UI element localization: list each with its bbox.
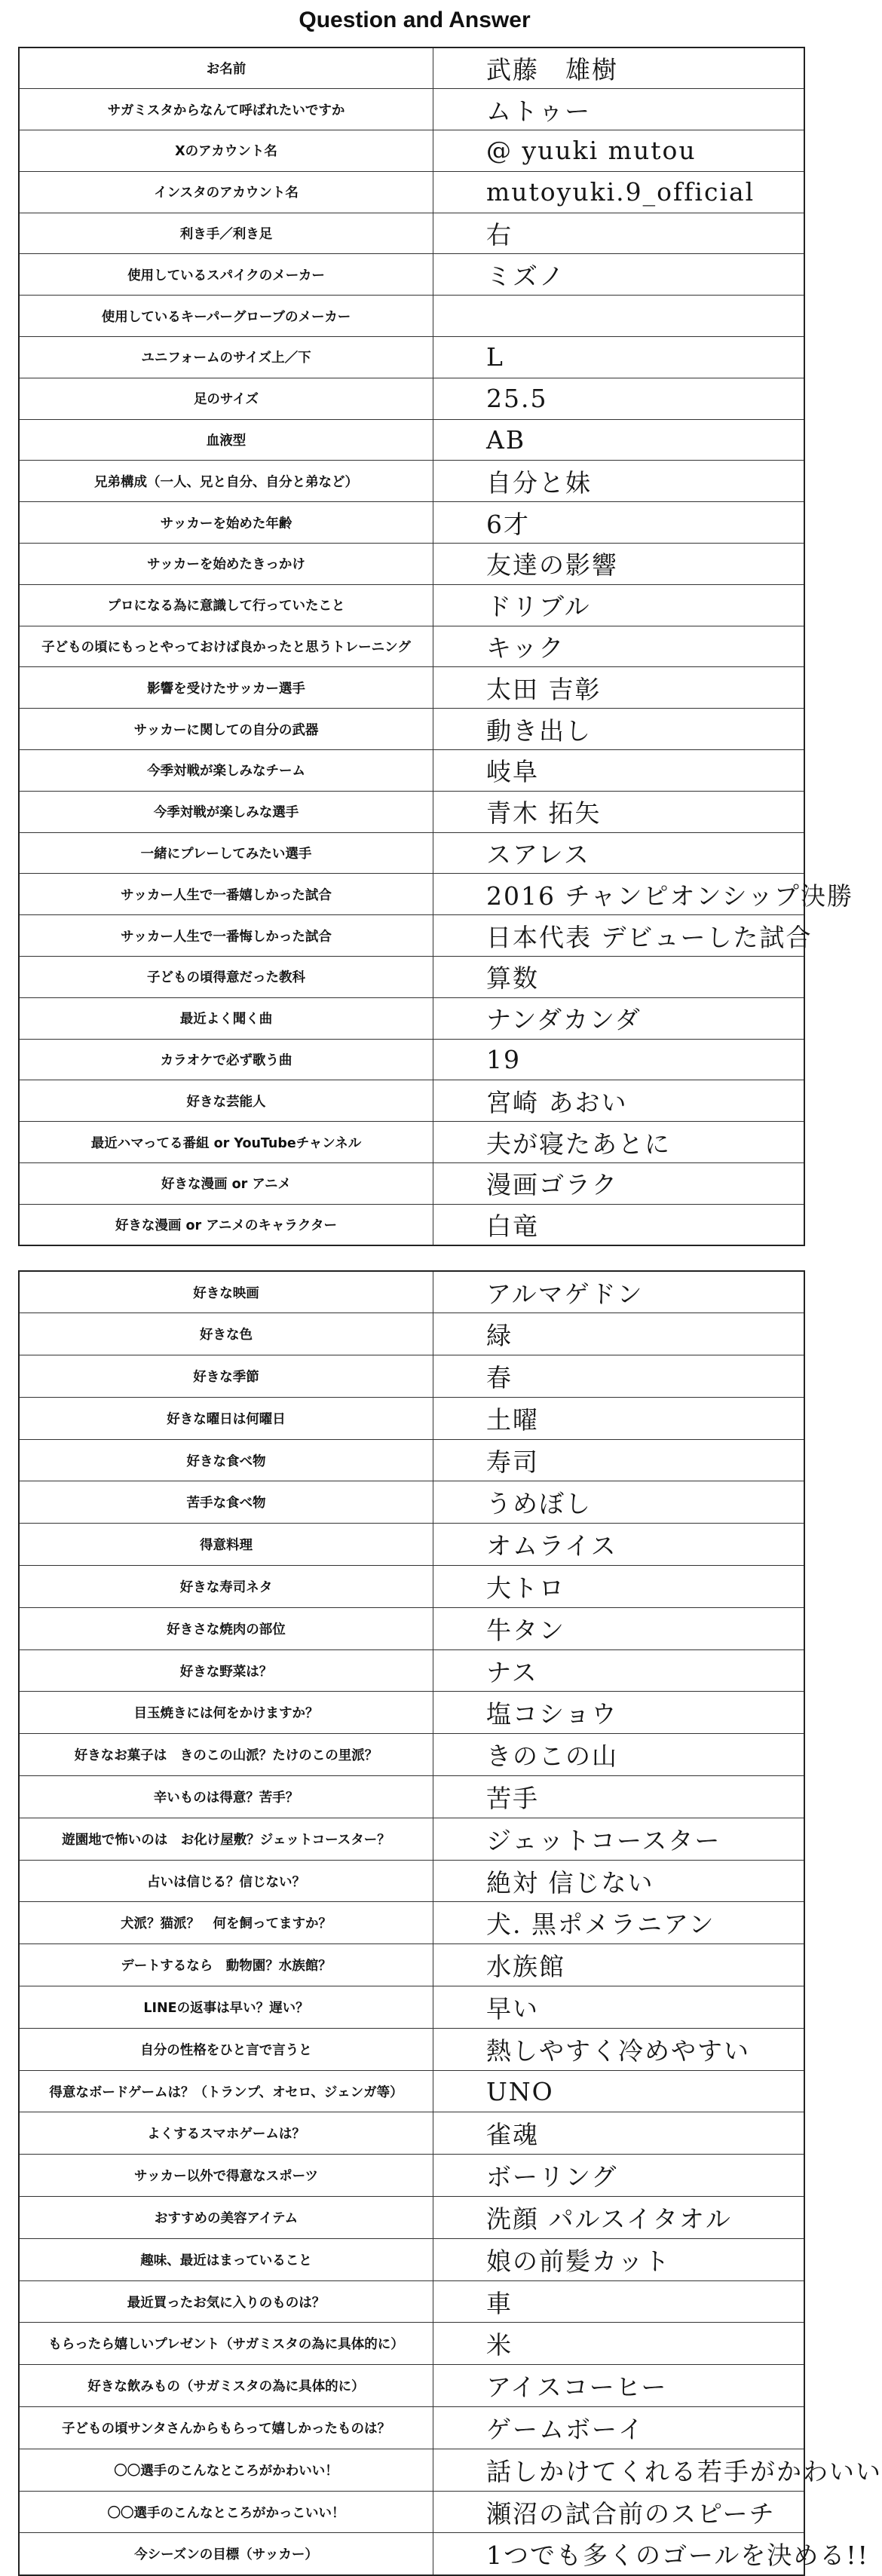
qa-row — [19, 874, 804, 915]
qa-row — [19, 1944, 804, 1986]
qa-row — [19, 2238, 804, 2280]
question-cell: 好きな寿司ネタ — [19, 1566, 433, 1608]
answer-cell: キック — [433, 626, 805, 667]
answer-cell: 自分と妹 — [433, 461, 805, 502]
qa-row — [19, 2155, 804, 2197]
answer-cell: 2016 チャンピオンシップ決勝 — [433, 874, 805, 915]
qa-row — [19, 1481, 804, 1524]
question-cell: おすすめの美容アイテム — [19, 2197, 433, 2239]
question-cell: 好きさな焼肉の部位 — [19, 1607, 433, 1649]
qa-row — [19, 1986, 804, 2029]
question-cell: 好きな映画 — [19, 1271, 433, 1313]
answer-cell: 瀬沼の試合前のスピーチ — [433, 2491, 805, 2533]
qa-row — [19, 461, 804, 502]
qa-row — [19, 1902, 804, 1944]
question-cell: 子どもの頃サンタさんからもらって嬉しかったものは？ — [19, 2407, 433, 2449]
qa-row — [19, 832, 804, 874]
question-cell: サガミスタからなんて呼ばれたいですか — [19, 89, 433, 130]
answer-cell: 6才 — [433, 502, 805, 544]
answer-cell: 漫画ゴラク — [433, 1163, 805, 1205]
qa-row — [19, 254, 804, 296]
answer-cell: 春 — [433, 1355, 805, 1398]
answer-cell: 動き出し — [433, 709, 805, 750]
qa-row — [19, 2112, 804, 2155]
qa-row — [19, 130, 804, 172]
qa-row — [19, 1163, 804, 1205]
question-cell: 得意なボードゲームは？（トランプ、オセロ、ジェンガ等） — [19, 2070, 433, 2112]
answer-cell: 1つでも多くのゴールを決める!! — [433, 2533, 805, 2575]
question-cell: 血液型 — [19, 419, 433, 461]
qa-row — [19, 89, 804, 130]
question-cell: 使用しているキーパーグローブのメーカー — [19, 296, 433, 337]
answer-cell: ゲームボーイ — [433, 2407, 805, 2449]
page-title: Question and Answer — [299, 8, 531, 32]
question-cell: 〇〇選手のこんなところがかわいい！ — [19, 2449, 433, 2491]
answer-cell: 牛タン — [433, 1607, 805, 1649]
answer-cell: 雀魂 — [433, 2112, 805, 2155]
answer-cell: UNO — [433, 2070, 805, 2112]
question-cell: サッカー以外で得意なスポーツ — [19, 2155, 433, 2197]
qa-row — [19, 2533, 804, 2575]
question-cell: 遊園地で怖いのは お化け屋敷？ジェットコースター？ — [19, 1818, 433, 1860]
question-cell: 趣味、最近はまっていること — [19, 2238, 433, 2280]
answer-cell: 大トロ — [433, 1566, 805, 1608]
answer-cell: AB — [433, 419, 805, 461]
answer-cell: @ yuuki mutou — [433, 130, 805, 172]
answer-cell: 19 — [433, 1039, 805, 1080]
qa-row — [19, 544, 804, 585]
qa-row — [19, 1122, 804, 1163]
answer-cell: L — [433, 337, 805, 378]
question-cell: 利き手／利き足 — [19, 213, 433, 254]
answer-cell: ナス — [433, 1649, 805, 1692]
question-cell: サッカーを始めたきっかけ — [19, 544, 433, 585]
question-cell: 子どもの頃にもっとやっておけば良かったと思うトレーニング — [19, 626, 433, 667]
answer-cell: 寿司 — [433, 1439, 805, 1481]
answer-cell: 武藤 雄樹 — [433, 47, 805, 89]
qa-row — [19, 2280, 804, 2323]
qa-row — [19, 296, 804, 337]
question-cell: 今季対戦が楽しみなチーム — [19, 750, 433, 792]
question-cell: 辛いものは得意？苦手？ — [19, 1776, 433, 1818]
question-cell: Xのアカウント名 — [19, 130, 433, 172]
qa-row — [19, 2197, 804, 2239]
question-cell: サッカーに関しての自分の武器 — [19, 709, 433, 750]
answer-cell: 車 — [433, 2280, 805, 2323]
question-cell: もらったら嬉しいプレゼント（サガミスタの為に具体的に） — [19, 2323, 433, 2365]
qa-table-2 — [18, 1270, 882, 2576]
answer-cell: うめぼし — [433, 1481, 805, 1524]
answer-cell: 夫が寝たあとに — [433, 1122, 805, 1163]
qa-row — [19, 171, 804, 213]
qa-row — [19, 1080, 804, 1122]
qa-row — [19, 1313, 804, 1355]
answer-cell: 25.5 — [433, 378, 805, 419]
qa-row — [19, 1204, 804, 1245]
question-cell: サッカー人生で一番嬉しかった試合 — [19, 874, 433, 915]
qa-row — [19, 915, 804, 957]
qa-row — [19, 2449, 804, 2491]
answer-cell — [433, 296, 805, 337]
question-cell: 好きな漫画 or アニメのキャラクター — [19, 1204, 433, 1245]
question-cell: 好きな芸能人 — [19, 1080, 433, 1122]
question-cell: 好きな飲みもの（サガミスタの為に具体的に） — [19, 2365, 433, 2407]
question-cell: 目玉焼きには何をかけますか？ — [19, 1692, 433, 1734]
qa-row — [19, 502, 804, 544]
answer-cell: アイスコーヒー — [433, 2365, 805, 2407]
answer-cell: 話しかけてくれる若手がかわいい — [433, 2449, 805, 2491]
answer-cell: 早い — [433, 1986, 805, 2029]
question-cell: 最近買ったお気に入りのものは？ — [19, 2280, 433, 2323]
qa-table-1 — [18, 47, 853, 1246]
answer-cell: 熱しやすく冷めやすい — [433, 2028, 805, 2070]
answer-cell: 宮崎 あおい — [433, 1080, 805, 1122]
answer-cell: スアレス — [433, 832, 805, 874]
qa-row — [19, 2070, 804, 2112]
answer-cell: アルマゲドン — [433, 1271, 805, 1313]
qa-row — [19, 1271, 804, 1313]
answer-cell: 太田 吉彰 — [433, 667, 805, 709]
question-cell: 影響を受けたサッカー選手 — [19, 667, 433, 709]
qa-row — [19, 709, 804, 750]
qa-row — [19, 1397, 804, 1439]
answer-cell: 娘の前髪カット — [433, 2238, 805, 2280]
qa-row — [19, 1734, 804, 1776]
question-cell: サッカーを始めた年齢 — [19, 502, 433, 544]
question-cell: 犬派？猫派？ 何を飼ってますか？ — [19, 1902, 433, 1944]
question-cell: カラオケで必ず歌う曲 — [19, 1039, 433, 1080]
answer-cell: 水族館 — [433, 1944, 805, 1986]
answer-cell: ボーリング — [433, 2155, 805, 2197]
qa-row — [19, 957, 804, 998]
question-cell: デートするなら 動物園？水族館？ — [19, 1944, 433, 1986]
question-cell: 好きな野菜は？ — [19, 1649, 433, 1692]
question-cell: 使用しているスパイクのメーカー — [19, 254, 433, 296]
question-cell: 好きな漫画 or アニメ — [19, 1163, 433, 1205]
qa-row — [19, 2407, 804, 2449]
question-cell: 占いは信じる？信じない？ — [19, 1860, 433, 1902]
question-cell: 自分の性格をひと言で言うと — [19, 2028, 433, 2070]
answer-cell: 算数 — [433, 957, 805, 998]
answer-cell: ミズノ — [433, 254, 805, 296]
qa-row — [19, 1649, 804, 1692]
qa-row — [19, 1860, 804, 1902]
answer-cell: ジェットコースター — [433, 1818, 805, 1860]
question-cell: ユニフォームのサイズ上／下 — [19, 337, 433, 378]
qa-row — [19, 2491, 804, 2533]
qa-row — [19, 1776, 804, 1818]
qa-row — [19, 2028, 804, 2070]
answer-cell: 塩コショウ — [433, 1692, 805, 1734]
qa-row — [19, 1039, 804, 1080]
qa-row — [19, 2323, 804, 2365]
question-cell: 今シーズンの目標（サッカー） — [19, 2533, 433, 2575]
answer-cell: 絶対 信じない — [433, 1860, 805, 1902]
answer-cell: 日本代表 デビューした試合 — [433, 915, 805, 957]
question-cell: インスタのアカウント名 — [19, 171, 433, 213]
qa-row — [19, 791, 804, 832]
question-cell: 得意料理 — [19, 1524, 433, 1566]
answer-cell: ドリブル — [433, 584, 805, 626]
answer-cell: 友達の影響 — [433, 544, 805, 585]
question-cell: 〇〇選手のこんなところがかっこいい！ — [19, 2491, 433, 2533]
qa-row — [19, 2365, 804, 2407]
qa-row — [19, 1355, 804, 1398]
question-cell: 最近ハマってる番組 or YouTubeチャンネル — [19, 1122, 433, 1163]
qa-row — [19, 47, 804, 89]
question-cell: 好きなお菓子は きのこの山派？たけのこの里派？ — [19, 1734, 433, 1776]
question-cell: 足のサイズ — [19, 378, 433, 419]
answer-cell: 緑 — [433, 1313, 805, 1355]
question-cell: 好きな食べ物 — [19, 1439, 433, 1481]
answer-cell: 土曜 — [433, 1397, 805, 1439]
qa-row — [19, 378, 804, 419]
question-cell: プロになる為に意識して行っていたこと — [19, 584, 433, 626]
question-cell: 今季対戦が楽しみな選手 — [19, 791, 433, 832]
answer-cell: 犬. 黒ポメラニアン — [433, 1902, 805, 1944]
qa-row — [19, 750, 804, 792]
answer-cell: ムトゥー — [433, 89, 805, 130]
question-cell: 子どもの頃得意だった教科 — [19, 957, 433, 998]
qa-row — [19, 584, 804, 626]
answer-cell: 洗顔 パルスイタオル — [433, 2197, 805, 2239]
qa-row — [19, 1566, 804, 1608]
answer-cell: 岐阜 — [433, 750, 805, 792]
qa-row — [19, 213, 804, 254]
answer-cell: 青木 拓矢 — [433, 791, 805, 832]
question-cell: 好きな季節 — [19, 1355, 433, 1398]
qa-row — [19, 337, 804, 378]
answer-cell: mutoyuki.9_official — [433, 171, 805, 213]
question-cell: 最近よく聞く曲 — [19, 997, 433, 1039]
question-cell: 好きな色 — [19, 1313, 433, 1355]
question-cell: 好きな曜日は何曜日 — [19, 1397, 433, 1439]
answer-cell: オムライス — [433, 1524, 805, 1566]
qa-row — [19, 1692, 804, 1734]
question-cell: 苦手な食べ物 — [19, 1481, 433, 1524]
question-cell: お名前 — [19, 47, 433, 89]
question-cell: よくするスマホゲームは？ — [19, 2112, 433, 2155]
answer-cell: 苦手 — [433, 1776, 805, 1818]
question-cell: サッカー人生で一番悔しかった試合 — [19, 915, 433, 957]
question-cell: 一緒にプレーしてみたい選手 — [19, 832, 433, 874]
answer-cell: きのこの山 — [433, 1734, 805, 1776]
qa-row — [19, 997, 804, 1039]
qa-row — [19, 1524, 804, 1566]
answer-cell: 右 — [433, 213, 805, 254]
answer-cell: 白竜 — [433, 1204, 805, 1245]
qa-row — [19, 667, 804, 709]
answer-cell: 米 — [433, 2323, 805, 2365]
qa-row — [19, 1439, 804, 1481]
qa-row — [19, 1607, 804, 1649]
question-cell: LINEの返事は早い？遅い？ — [19, 1986, 433, 2029]
qa-row — [19, 626, 804, 667]
question-cell: 兄弟構成（一人、兄と自分、自分と弟など） — [19, 461, 433, 502]
answer-cell: ナンダカンダ — [433, 997, 805, 1039]
qa-row — [19, 419, 804, 461]
qa-row — [19, 1818, 804, 1860]
